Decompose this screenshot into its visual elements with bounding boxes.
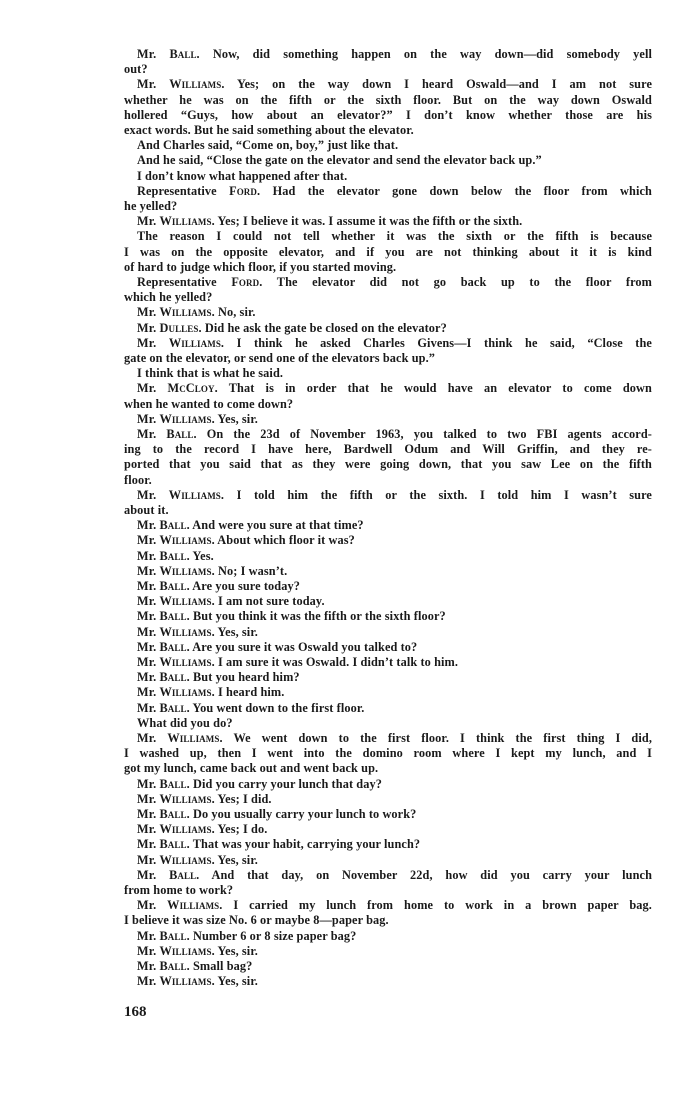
speaker-line: [137, 898, 652, 913]
speaker-name: Ball.: [159, 807, 190, 821]
line-text: Yes; I do.: [217, 822, 268, 837]
line-text: Are you sure it was Oswald you talked to?: [192, 639, 418, 654]
text-line: [124, 883, 652, 898]
text-line: [137, 366, 652, 381]
text-line: [124, 123, 652, 138]
line-text: I washed up, then I went into the domino room where I kept my lunch, and I: [124, 746, 652, 761]
speaker-line: [137, 731, 652, 746]
text-line: [124, 913, 652, 928]
speaker-title: Mr.: [137, 335, 157, 350]
line-text: gate on the elevator, or send one of the elevators back up.”: [124, 351, 436, 365]
text-line: [124, 351, 652, 366]
speaker-title: Mr.: [137, 624, 157, 639]
speaker-name: Ball.: [159, 837, 190, 852]
speaker-line: [137, 549, 652, 564]
line-text: Yes; I believe it was. I assume it was the fifth or the sixth.: [217, 214, 523, 229]
line-text: Now, did something happen on the way down—did somebody yell: [212, 47, 652, 61]
speaker-title: Mr.: [137, 837, 157, 852]
speaker-line: [137, 412, 652, 427]
text-line: [124, 62, 652, 77]
speaker-name: Williams.: [159, 214, 215, 229]
speaker-title: Mr.: [137, 427, 157, 441]
text-line: [124, 260, 652, 275]
speaker-line: [137, 305, 652, 320]
speaker-title: Mr.: [137, 518, 157, 533]
speaker-line: [137, 944, 652, 959]
speaker-line: [137, 929, 652, 944]
speaker-name: McCloy.: [167, 381, 218, 396]
speaker-line: [137, 974, 652, 989]
speaker-title: Mr.: [137, 609, 157, 624]
speaker-name: Williams.: [159, 974, 215, 989]
speaker-name: Ball.: [159, 548, 190, 563]
line-text: Yes, sir.: [217, 852, 258, 867]
line-text: from home to work?: [124, 883, 234, 897]
speaker-line: [137, 564, 652, 579]
speaker-title: Mr.: [137, 670, 157, 685]
speaker-name: Williams.: [159, 411, 215, 426]
line-text: On the 23d of November 1963, you talked to two FBI agents accord-: [206, 427, 652, 441]
line-text: And were you sure at that time?: [192, 518, 364, 533]
speaker-line: [137, 336, 652, 351]
line-text: That was your habit, carrying your lunch?: [192, 837, 421, 852]
line-text: I carried my lunch from home to work in a brown paper bag.: [233, 898, 652, 913]
speaker-name: Ball.: [159, 579, 190, 593]
text-line: [124, 503, 652, 518]
speaker-name: Ball.: [159, 959, 190, 973]
speaker-line: [137, 321, 652, 336]
speaker-line: [137, 868, 652, 883]
speaker-title: Representative: [137, 183, 217, 198]
speaker-title: Representative: [137, 275, 217, 289]
line-text: out?: [124, 62, 148, 77]
line-text: The reason I could not tell whether it was the sixth or the fifth is because: [137, 229, 652, 244]
speaker-title: Mr.: [137, 77, 157, 92]
line-text: No, sir.: [217, 305, 256, 320]
line-text: But you think it was the fifth or the sixth floor?: [192, 609, 446, 624]
line-text: We went down to the first floor. I think the first thing I did,: [233, 731, 652, 745]
line-text: Yes; I did.: [217, 791, 272, 806]
line-text: he yelled?: [124, 199, 178, 213]
line-text: Had the elevator gone down below the floor from which: [272, 183, 652, 198]
speaker-line: [137, 518, 652, 533]
speaker-line: [137, 579, 652, 594]
line-text: I believe it was size No. 6 or maybe 8—paper bag.: [124, 913, 389, 928]
page-number: 168: [124, 1004, 147, 1020]
speaker-name: Ford.: [229, 183, 261, 198]
text-line: [124, 108, 652, 123]
line-text: exact words. But he said something about the elevator.: [124, 123, 414, 137]
line-text: I am sure it was Oswald. I didn’t talk to him.: [217, 655, 459, 669]
speaker-name: Ball.: [159, 776, 190, 791]
speaker-name: Ball.: [169, 47, 200, 61]
text-line: [137, 153, 652, 168]
speaker-line: [137, 670, 652, 685]
line-text: Yes, sir.: [217, 624, 258, 639]
line-text: floor.: [124, 472, 152, 487]
speaker-line: [137, 792, 652, 807]
speaker-name: Williams.: [159, 685, 215, 700]
speaker-title: Mr.: [137, 867, 157, 882]
speaker-line: [137, 184, 652, 199]
speaker-line: [137, 625, 652, 640]
speaker-name: Ball.: [159, 518, 190, 533]
speaker-title: Mr.: [137, 700, 157, 715]
speaker-name: Ball.: [166, 427, 197, 441]
speaker-line: [137, 381, 652, 396]
speaker-line: [137, 275, 652, 290]
line-text: ported that you said that as they were going down, that you saw Lee on the fifth: [124, 457, 652, 472]
speaker-name: Ball.: [169, 867, 200, 882]
speaker-name: Ball.: [159, 928, 190, 943]
speaker-line: [137, 488, 652, 503]
line-text: But you heard him?: [192, 670, 300, 685]
text-line: [124, 199, 652, 214]
speaker-name: Williams.: [159, 655, 215, 669]
line-text: when he wanted to come down?: [124, 396, 294, 411]
speaker-line: [137, 701, 652, 716]
speaker-name: Williams.: [168, 487, 225, 502]
speaker-line: [137, 214, 652, 229]
text-line: [124, 457, 652, 472]
line-text: Do you usually carry your lunch to work?: [192, 807, 417, 821]
line-text: Did you carry your lunch that day?: [192, 776, 382, 791]
line-text: No; I wasn’t.: [217, 563, 288, 578]
speaker-line: [137, 822, 652, 837]
line-text: I am not sure today.: [217, 594, 325, 609]
speaker-title: Mr.: [137, 214, 157, 229]
speaker-line: [137, 533, 652, 548]
speaker-name: Williams.: [159, 563, 215, 578]
speaker-title: Mr.: [137, 974, 157, 989]
line-text: Did he ask the gate be closed on the elevator?: [204, 320, 447, 335]
text-line: [137, 229, 652, 244]
speaker-title: Mr.: [137, 548, 157, 563]
speaker-line: [137, 609, 652, 624]
speaker-title: Mr.: [137, 685, 157, 700]
line-text: Small bag?: [192, 959, 253, 973]
speaker-title: Mr.: [137, 822, 157, 837]
speaker-title: Mr.: [137, 898, 157, 913]
speaker-title: Mr.: [137, 731, 157, 745]
speaker-line: [137, 685, 652, 700]
speaker-line: [137, 47, 652, 62]
line-text: The elevator did not go back up to the floor from: [276, 275, 652, 289]
speaker-name: Williams.: [168, 335, 225, 350]
line-text: Number 6 or 8 size paper bag?: [192, 928, 357, 943]
line-text: got my lunch, came back out and went back up.: [124, 761, 379, 776]
line-text: whether he was on the fifth or the sixth floor. But on the way down Oswald: [124, 92, 652, 107]
speaker-name: Williams.: [159, 305, 215, 320]
speaker-name: Williams.: [167, 731, 223, 745]
speaker-name: Ball.: [159, 639, 190, 654]
text-line: [137, 138, 652, 153]
speaker-title: Mr.: [137, 791, 157, 806]
speaker-title: Mr.: [137, 594, 157, 609]
speaker-line: [137, 959, 652, 974]
text-line: [124, 290, 652, 305]
speaker-title: Mr.: [137, 411, 157, 426]
line-text: I told him the fifth or the sixth. I told him I wasn’t sure: [236, 487, 652, 502]
speaker-line: [137, 640, 652, 655]
speaker-line: [137, 807, 652, 822]
speaker-name: Williams.: [167, 898, 223, 913]
speaker-title: Mr.: [137, 959, 157, 973]
line-text: Yes; on the way down I heard Oswald—and I am not sure: [236, 77, 652, 92]
speaker-name: Williams.: [169, 77, 225, 92]
line-text: And Charles said, “Come on, boy,” just like that.: [137, 138, 399, 153]
speaker-line: [137, 594, 652, 609]
text-line: [124, 397, 652, 412]
line-text: I don’t know what happened after that.: [137, 168, 348, 183]
speaker-title: Mr.: [137, 381, 157, 396]
line-text: which he yelled?: [124, 290, 213, 305]
speaker-line: [137, 655, 652, 670]
line-text: I heard him.: [217, 685, 285, 700]
speaker-title: Mr.: [137, 852, 157, 867]
line-text: ing to the record I have here, Bardwell Odum and Will Griffin, and they re-: [124, 442, 652, 457]
speaker-name: Dulles.: [159, 320, 202, 335]
line-text: about it.: [124, 503, 169, 517]
text-line: [124, 93, 652, 108]
line-text: Yes, sir.: [217, 943, 258, 958]
speaker-name: Williams.: [159, 624, 215, 639]
speaker-line: [137, 77, 652, 92]
text-line: [137, 716, 652, 731]
line-text: That is in order that he would have an elevator to come down: [228, 381, 652, 396]
speaker-name: Ball.: [159, 609, 190, 624]
speaker-title: Mr.: [137, 776, 157, 791]
speaker-title: Mr.: [137, 487, 157, 502]
speaker-name: Ball.: [159, 700, 190, 715]
speaker-title: Mr.: [137, 639, 157, 654]
speaker-title: Mr.: [137, 928, 157, 943]
line-text: Yes, sir.: [217, 974, 258, 989]
text-line: [124, 442, 652, 457]
speaker-line: [137, 853, 652, 868]
speaker-name: Williams.: [159, 791, 215, 806]
line-text: Are you sure today?: [192, 579, 300, 593]
speaker-title: Mr.: [137, 807, 157, 821]
speaker-title: Mr.: [137, 320, 157, 335]
line-text: What did you do?: [137, 715, 233, 730]
speaker-line: [137, 837, 652, 852]
speaker-title: Mr.: [137, 655, 157, 669]
line-text: You went down to the first floor.: [192, 700, 365, 715]
text-line: [124, 473, 652, 488]
speaker-name: Williams.: [159, 822, 215, 837]
speaker-name: Williams.: [159, 943, 215, 958]
line-text: I was on the opposite elevator, and if you are not thinking about it it is kind: [124, 244, 652, 259]
line-text: I think he asked Charles Givens—I think he said, “Close the: [236, 335, 652, 350]
text-line: [124, 245, 652, 260]
text-line: [137, 169, 652, 184]
line-text: hollered “Guys, how about an elevator?” I don’t know whether those are his: [124, 107, 652, 122]
line-text: About which floor it was?: [217, 533, 355, 548]
speaker-title: Mr.: [137, 563, 157, 578]
line-text: And he said, “Close the gate on the elevator and send the elevator back up.”: [137, 153, 542, 168]
speaker-title: Mr.: [137, 47, 157, 61]
speaker-name: Williams.: [159, 594, 215, 609]
speaker-title: Mr.: [137, 579, 157, 593]
text-line: [124, 761, 652, 776]
line-text: Yes, sir.: [217, 411, 258, 426]
speaker-name: Ball.: [159, 670, 190, 685]
line-text: Yes.: [192, 548, 214, 563]
speaker-name: Ford.: [231, 275, 263, 289]
line-text: And that day, on November 22d, how did you carry your lunch: [211, 867, 652, 882]
speaker-line: [137, 427, 652, 442]
line-text: I think that is what he said.: [137, 366, 284, 381]
speaker-title: Mr.: [137, 943, 157, 958]
speaker-line: [137, 777, 652, 792]
text-line: [124, 746, 652, 761]
speaker-title: Mr.: [137, 305, 157, 320]
line-text: of hard to judge which floor, if you started moving.: [124, 259, 397, 274]
speaker-name: Williams.: [159, 533, 215, 548]
speaker-title: Mr.: [137, 533, 157, 548]
speaker-name: Williams.: [159, 852, 215, 867]
